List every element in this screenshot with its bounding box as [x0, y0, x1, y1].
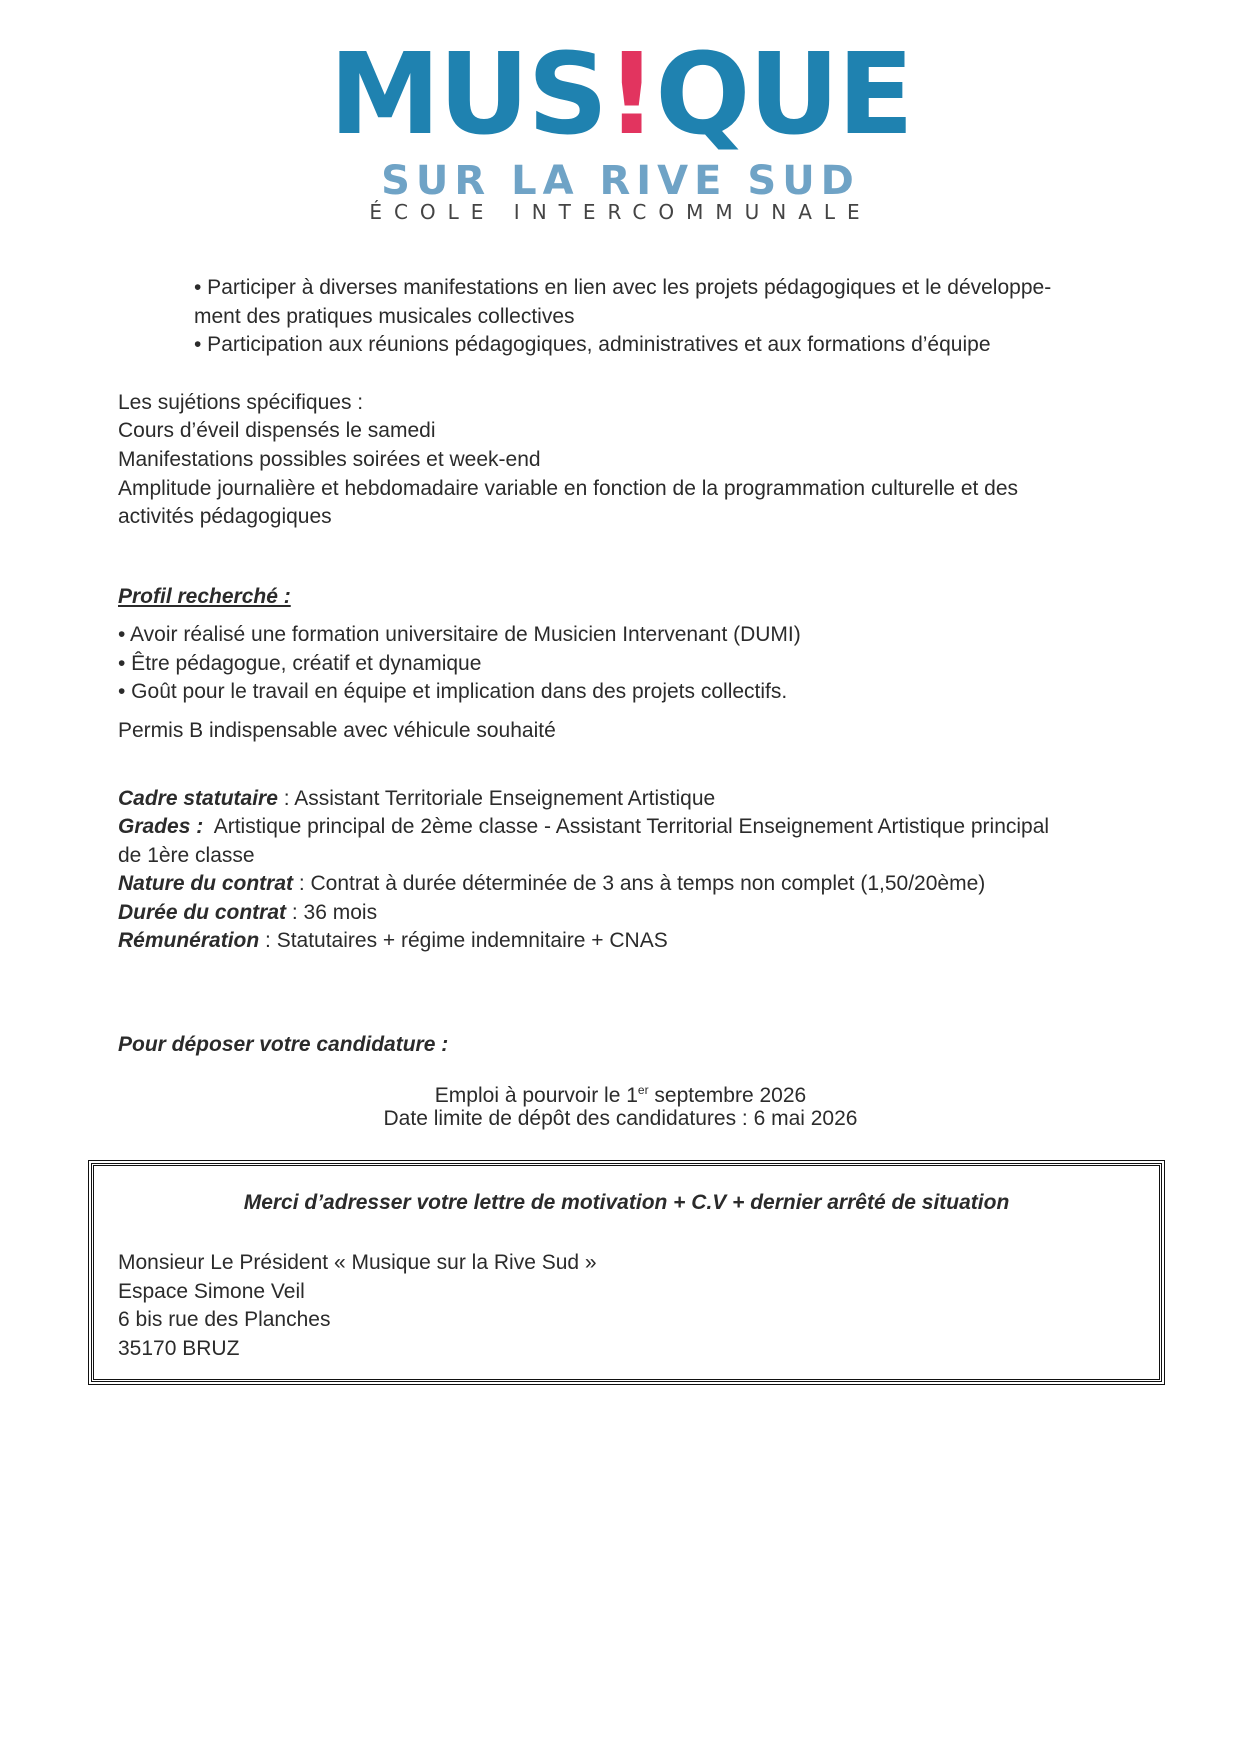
address-line: 35170 BRUZ [118, 1337, 240, 1360]
emploi-date: Emploi à pourvoir le 1er septembre 2026 [434, 1083, 807, 1107]
address-line: Monsieur Le Président « Musique sur la Rive Sud » [118, 1251, 597, 1274]
address-box [91, 1163, 1162, 1382]
detail-row: Rémunération : Statutaires + régime indemnitaire + CNAS [118, 929, 668, 952]
sujetions-line: Amplitude journalière et hebdomadaire variable en fonction de la programmation culturelle et des [118, 477, 1019, 500]
profil-item: • Goût pour le travail en équipe et implication dans des projets collectifs. [118, 680, 788, 703]
profil-item: • Être pédagogue, créatif et dynamique [118, 652, 482, 675]
deadline: Date limite de dépôt des candidatures : 6 mai 2026 [383, 1107, 858, 1130]
profil-heading: Profil recherché : [118, 585, 291, 608]
mission-line: • Participation aux réunions pédagogiques, administratives et aux formations d’équipe [194, 333, 991, 356]
sujetions-line: activités pédagogiques [118, 505, 332, 528]
logo-text-left: MUS [329, 30, 607, 160]
profil-item: • Avoir réalisé une formation universitaire de Musicien Intervenant (DUMI) [118, 623, 801, 646]
sujetions-line: Les sujétions spécifiques : [118, 391, 364, 414]
box-title: Merci d’adresser votre lettre de motivation + C.V + dernier arrêté de situation [243, 1191, 1010, 1214]
logo-exclamation: ! [606, 30, 656, 160]
profil-permis: Permis B indispensable avec véhicule souhaité [118, 719, 556, 742]
detail-row: Grades : Artistique principal de 2ème classe - Assistant Territorial Enseignement Artistique principal [118, 815, 1050, 838]
logo-text-right: QUE [655, 30, 912, 160]
address-line: Espace Simone Veil [118, 1280, 305, 1303]
detail-row: Cadre statutaire : Assistant Territoriale Enseignement Artistique [118, 787, 716, 810]
mission-line: • Participer à diverses manifestations en lien avec les projets pédagogiques et le développe- [194, 276, 1052, 299]
logo-tagline: ÉCOLE INTERCOMMUNALE [369, 200, 872, 224]
mission-line: ment des pratiques musicales collectives [194, 305, 575, 328]
candidature-heading: Pour déposer votre candidature : [118, 1033, 449, 1056]
sujetions-line: Manifestations possibles soirées et week-end [118, 448, 541, 471]
address-line: 6 bis rue des Planches [118, 1308, 331, 1331]
detail-row: Nature du contrat : Contrat à durée déterminée de 3 ans à temps non complet (1,50/20ème) [118, 872, 986, 895]
detail-row: Durée du contrat : 36 mois [118, 901, 378, 924]
logo-main [0, 30, 1241, 160]
detail-row: de 1ère classe [118, 844, 255, 867]
logo-subtitle: SUR LA RIVE SUD [381, 158, 860, 204]
sujetions-line: Cours d’éveil dispensés le samedi [118, 419, 436, 442]
